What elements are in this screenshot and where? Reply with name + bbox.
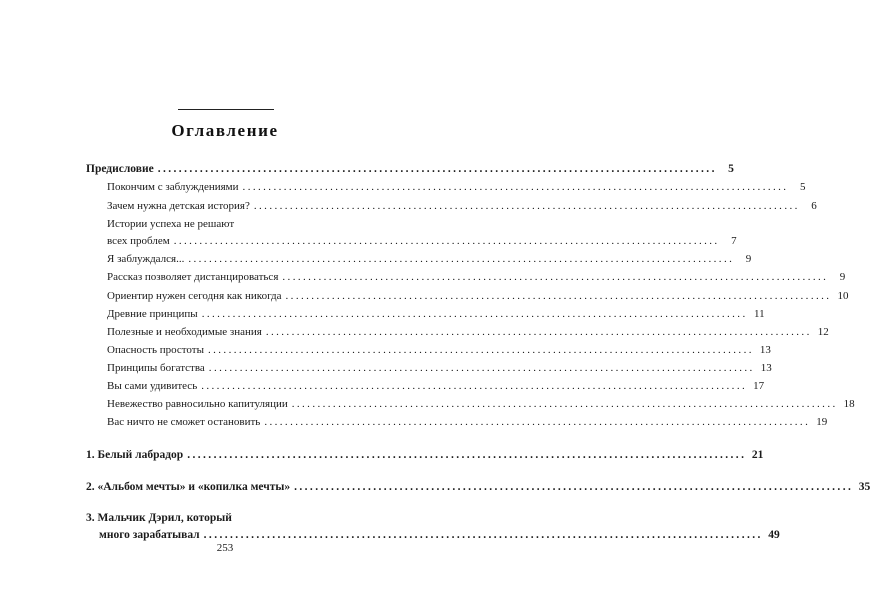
toc-entry-page: 7 bbox=[731, 235, 737, 247]
toc-entry-label: Рассказ позволяет дистанцироваться bbox=[107, 271, 279, 283]
toc-entry bbox=[107, 344, 771, 357]
toc-leader: .......................................................................................................... bbox=[203, 529, 763, 541]
toc-entry-page: 6 bbox=[811, 200, 817, 212]
toc-chapter-label: 2. «Альбом мечты» и «копилка мечты» bbox=[86, 481, 291, 493]
toc-entry bbox=[107, 235, 737, 248]
toc-chapter bbox=[86, 449, 764, 462]
toc-leader: .......................................................................................................... bbox=[264, 416, 811, 428]
toc-leader: .......................................................................................................... bbox=[285, 290, 832, 302]
toc-entry-label: Полезные и необходимые знания bbox=[107, 326, 262, 338]
toc-leader: .......................................................................................................... bbox=[242, 181, 789, 193]
toc-entry-label: Покончим с заблуждениями bbox=[107, 181, 239, 193]
toc-entry-page: 12 bbox=[817, 326, 829, 338]
toc-entry-label: Ориентир нужен сегодня как никогда bbox=[107, 290, 282, 302]
toc-entry-label: Древние принципы bbox=[107, 308, 198, 320]
toc-leader: .......................................................................................................... bbox=[265, 326, 812, 338]
toc-leader: .......................................................................................................... bbox=[291, 398, 838, 410]
toc-entry bbox=[107, 181, 806, 194]
toc-entry bbox=[107, 362, 772, 375]
toc-entry-page: 18 bbox=[843, 398, 855, 410]
toc-leader: .......................................................................................................... bbox=[282, 271, 829, 283]
toc-chapter-page: 21 bbox=[751, 449, 764, 461]
toc-entry-page: 13 bbox=[760, 362, 772, 374]
toc-entry bbox=[107, 416, 828, 429]
toc-leader: .......................................................................................................... bbox=[208, 362, 755, 374]
toc-entry-label: Я заблуждался... bbox=[107, 253, 185, 265]
toc-leader: .......................................................................................................... bbox=[294, 481, 854, 493]
toc-entry-page: 9 bbox=[839, 271, 846, 283]
toc-entry-label: Зачем нужна детская история? bbox=[107, 200, 250, 212]
toc-chapter-page: 49 bbox=[768, 529, 780, 541]
title-rule bbox=[178, 109, 274, 110]
toc-entry bbox=[107, 290, 849, 303]
toc-entry-label: Невежество равносильно капитуляции bbox=[107, 398, 288, 410]
page-number: 253 bbox=[216, 542, 234, 554]
toc-entry-page: 11 bbox=[754, 308, 765, 320]
toc-chapter-label: много зарабатывал bbox=[99, 529, 200, 541]
toc-entry-page: 19 bbox=[816, 416, 828, 428]
toc-entry bbox=[107, 326, 829, 339]
toc-entry bbox=[107, 271, 846, 284]
toc-entry-page: 13 bbox=[759, 344, 771, 356]
toc-leader: .......................................................................................................... bbox=[201, 380, 748, 392]
toc-chapter-page: 35 bbox=[858, 481, 870, 493]
toc-leader: .......................................................................................................... bbox=[157, 163, 717, 175]
toc-entry-preface bbox=[86, 163, 734, 176]
toc-entry-label: Вас ничто не сможет остановить bbox=[107, 416, 261, 428]
toc-entry-page: 5 bbox=[799, 181, 806, 193]
toc-chapter-label: 1. Белый лабрадор bbox=[86, 449, 184, 461]
toc-leader: .......................................................................................................... bbox=[201, 308, 748, 320]
page-title: Оглавление bbox=[171, 121, 279, 140]
toc-entry-label-line1: Истории успеха не решают bbox=[107, 218, 235, 230]
toc-chapter bbox=[86, 481, 870, 494]
toc-entry-page: 5 bbox=[728, 163, 734, 175]
toc-leader: .......................................................................................................... bbox=[188, 253, 735, 265]
toc-entry bbox=[107, 380, 765, 393]
toc-leader: .......................................................................................................... bbox=[253, 200, 800, 212]
toc-entry-label: Вы сами удивитесь bbox=[107, 380, 198, 392]
toc-entry-page: 10 bbox=[837, 290, 849, 302]
toc-entry-label: Принципы богатства bbox=[107, 362, 205, 374]
toc-entry bbox=[107, 200, 817, 213]
toc-entry bbox=[107, 308, 765, 321]
toc-entry-page: 17 bbox=[753, 380, 765, 392]
toc-entry-page: 9 bbox=[745, 253, 752, 265]
toc-leader: .......................................................................................................... bbox=[207, 344, 754, 356]
toc-entry bbox=[107, 398, 855, 411]
toc-leader: .......................................................................................................... bbox=[173, 235, 720, 247]
toc-entry-label: всех проблем bbox=[107, 235, 170, 247]
toc-entry-label: Опасность простоты bbox=[107, 344, 204, 356]
toc-leader: .......................................................................................................... bbox=[187, 449, 747, 461]
toc-entry bbox=[107, 253, 752, 266]
toc-chapter-label-line1: 3. Мальчик Дэрил, который bbox=[86, 512, 232, 524]
toc-chapter bbox=[99, 529, 780, 542]
toc-entry-label: Предисловие bbox=[86, 163, 154, 175]
